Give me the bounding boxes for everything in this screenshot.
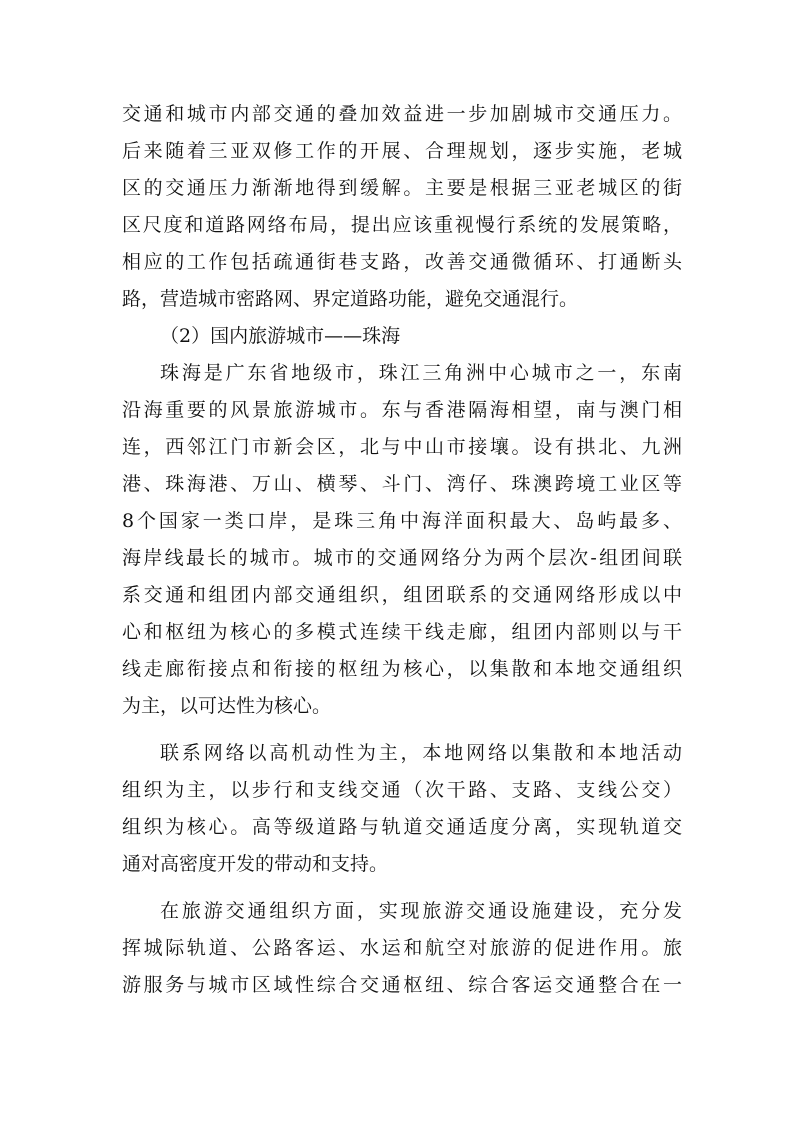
text-line: 海岸线最长的城市。城市的交通网络分为两个层次-组团间联	[122, 547, 682, 569]
text-line: 交通和城市内部交通的叠加效益进一步加剧城市交通压力。	[122, 103, 682, 125]
paragraph-network	[122, 735, 682, 883]
text-line: 区尺度和道路网络布局，提出应该重视慢行系统的发展策略，	[122, 214, 682, 236]
document-body	[122, 96, 682, 1004]
text-line: 后来随着三亚双修工作的开展、合理规划，逐步实施，老城	[122, 140, 682, 162]
text-line: 联系网络以高机动性为主，本地网络以集散和本地活动	[160, 742, 682, 764]
text-line: 心和枢纽为核心的多模式连续干线走廊，组团内部则以与干	[122, 621, 682, 643]
text-line: 相应的工作包括疏通街巷支路，改善交通微循环、打通断头	[122, 251, 682, 273]
text-line: 路，营造城市密路网、界定道路功能，避免交通混行。	[122, 288, 579, 310]
section-heading-zhuhai	[122, 318, 682, 355]
text-line: 港、珠海港、万山、横琴、斗门、湾仔、珠澳跨境工业区等	[122, 473, 682, 495]
paragraph-spacer	[122, 883, 682, 893]
text-line: 沿海重要的风景旅游城市。东与香港隔海相望，南与澳门相	[122, 399, 682, 421]
text-line: 珠海是广东省地级市，珠江三角洲中心城市之一，东南	[160, 362, 682, 384]
text-line: 区的交通压力渐渐地得到缓解。主要是根据三亚老城区的街	[122, 177, 682, 199]
text-line: 8个国家一类口岸，是珠三角中海洋面积最大、岛屿最多、	[122, 510, 682, 532]
paragraph-zhuhai-intro	[122, 355, 682, 725]
text-line: 系交通和组团内部交通组织，组团联系的交通网络形成以中	[122, 584, 682, 606]
text-line: 在旅游交通组织方面，实现旅游交通设施建设，充分发	[160, 900, 682, 922]
text-line: 为主，以可达性为核心。	[122, 695, 332, 717]
section-heading: （2）国内旅游城市——珠海	[160, 325, 401, 347]
text-line: 组织为核心。高等级道路与轨道交通适度分离，实现轨道交	[122, 816, 682, 838]
text-line: 连，西邻江门市新会区，北与中山市接壤。设有拱北、九洲	[122, 436, 682, 458]
paragraph-tourism-transport	[122, 893, 682, 1004]
text-line: 通对高密度开发的带动和支持。	[122, 853, 389, 875]
text-line: 组织为主，以步行和支线交通（次干路、支路、支线公交）	[122, 779, 682, 801]
text-line: 线走廊衔接点和衔接的枢纽为核心，以集散和本地交通组织	[122, 658, 682, 680]
paragraph-sanya-continuation	[122, 96, 682, 318]
text-line: 游服务与城市区域性综合交通枢纽、综合客运交通整合在一	[122, 974, 682, 996]
text-line: 挥城际轨道、公路客运、水运和航空对旅游的促进作用。旅	[122, 937, 682, 959]
paragraph-spacer	[122, 725, 682, 735]
